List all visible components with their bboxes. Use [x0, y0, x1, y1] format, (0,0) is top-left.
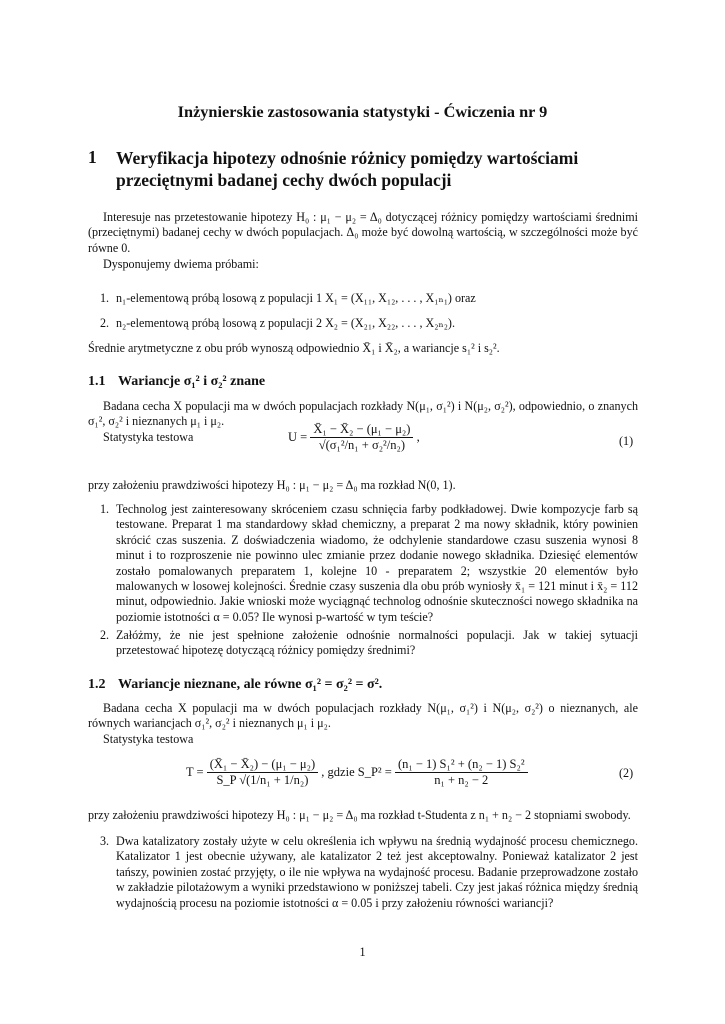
task-text: Technolog jest zainteresowany skróceniem czasu schnięcia farby podkładowej. Dwie kompozycje farb są testowane. Preparat 1 ma standardowy skład chemiczny, a preparat 2 ma nowy składnik, który powinien skrócić czas suszenia. Z doświadczenia wiadomo, że odchylenie standardowe czasu suszenia wynosi 8 minut i to rozproszenie nie powinno ulec zmianie przez dodanie nowego składnika. Dziesięć elementów zostało pomalowanych preparatem 1, kolejne 10 - preparatem 2; wszystkie 20 elementów było malowanych w losowej kolejności. Średnie czasy suszenia dla obu prób wyniosły x̄₁ = 121 minut i x̄₂ = 112 minut, odpowiednio. Jakie wnioski może wyciągnąć technolog odnośnie skuteczności nowego składnika na poziomie istotności α = 0.05? Ile wynosi p-wartość w tym teście? — [116, 502, 638, 624]
subsection-title: Wariancje σ₁² i σ₂² znane — [118, 374, 266, 389]
equation-mid: , gdzie S_P² = — [321, 765, 392, 779]
list-item-number: 2. — [100, 316, 110, 330]
list-item-text: n₂-elementową próbą losową z populacji 2 X₂ = (X₂₁, X₂₂, . . . , X₂ₙ₂). — [116, 316, 455, 330]
list-item-text: n₁-elementową próbą losową z populacji 1 X₁ = (X₁₁, X₁₂, . . . , X₁ₙ₁) oraz — [116, 291, 476, 305]
equation-denominator: n₁ + n₂ − 2 — [395, 772, 528, 788]
equation-2 — [186, 757, 528, 788]
equation-1 — [288, 422, 420, 453]
list-item-number: 1. — [100, 291, 110, 305]
samples-intro: Dysponujemy dwiema próbami: — [103, 257, 259, 271]
intro-paragraph: Interesuje nas przetestowanie hipotezy H₀ : μ₁ − μ₂ = Δ₀ dotyczącej różnicy pomiędzy wartościami średnimi (przeciętnymi) badanej cechy w dwóch populacjach. Δ₀ może być dowolną wartością, w szczególności może być równe 0. — [88, 210, 638, 255]
subsection-number: 1.2 — [88, 677, 106, 692]
equation-number: (2) — [619, 766, 634, 780]
equation-numerator: (X̄₁ − X̄₂) − (μ₁ − μ₂) — [209, 757, 316, 771]
equation-fraction — [395, 757, 528, 788]
equation-lhs: U = — [288, 430, 308, 444]
subsection-heading — [0, 677, 725, 697]
equation-denominator: √(σ₁²/n₁ + σ₂²/n₂) — [310, 437, 413, 453]
stat-label: Statystyka testowa — [103, 732, 194, 746]
subsection-body: Badana cecha X populacji ma w dwóch populacjach rozkłady N(μ₁, σ₁²) i N(μ₂, σ₂²) o nieznanych, ale równych wariancjach σ₁², σ₂² i nieznanych μ₁ i μ₂. — [88, 701, 638, 731]
equation-denominator: S_P √(1/n₁ + 1/n₂) — [207, 772, 318, 788]
subsection-number: 1.1 — [88, 374, 106, 389]
document-title: Inżynierskie zastosowania statystyki - Ćwiczenia nr 9 — [177, 102, 548, 121]
means-paragraph: Średnie arytmetyczne z obu prób wynoszą odpowiednio X̄₁ i X̄₂, a wariancje s₁² i s₂². — [88, 341, 500, 355]
subsection-title: Wariancje nieznane, ale równe σ₁² = σ₂² = σ². — [118, 677, 383, 692]
stat-label: Statystyka testowa — [103, 430, 194, 444]
page-number: 1 — [359, 945, 366, 959]
after-paragraph: przy założeniu prawdziwości hipotezy H₀ : μ₁ − μ₂ = Δ₀ ma rozkład t-Studenta z n₁ + n₂ − 2 stopniami swobody. — [88, 808, 631, 822]
task-number: 1. — [100, 502, 110, 516]
subsection-body: Badana cecha X populacji ma w dwóch populacjach rozkłady N(μ₁, σ₁²) i N(μ₂, σ₂²), odpowiednio, o znanych σ₁², σ₂² i nieznanych μ₁ i μ₂. — [88, 399, 638, 429]
task-text: Załóżmy, że nie jest spełnione założenie odnośnie normalności populacji. Jak w takiej sytuacji przetestować hipotezę dotyczącą różnicy pomiędzy średnimi? — [116, 628, 638, 658]
equation-tail: , — [416, 430, 420, 444]
task-number: 3. — [100, 834, 110, 848]
equation-number: (1) — [619, 434, 634, 448]
equation-lhs: T = — [186, 765, 204, 779]
after-paragraph: przy założeniu prawdziwości hipotezy H₀ : μ₁ − μ₂ = Δ₀ ma rozkład N(0, 1). — [88, 478, 456, 492]
subsection-heading — [0, 374, 725, 394]
equation-numerator: X̄₁ − X̄₂ − (μ₁ − μ₂) — [313, 422, 411, 436]
task-number: 2. — [100, 628, 110, 642]
equation-fraction — [207, 757, 318, 788]
section-number: 1 — [88, 147, 97, 167]
section-title: Weryfikacja hipotezy odnośnie różnicy pomiędzy wartościami przeciętnymi badanej cechy dwóch populacji — [116, 148, 579, 190]
task-text: Dwa katalizatory zostały użyte w celu określenia ich wpływu na średnią wydajność procesu chemicznego. Katalizator 1 jest obecnie używany, ale katalizator 2 też jest akceptowalny. Ponieważ katalizator 2 jest tańszy, powinien zostać przyjęty, o ile nie wpływa na wydajność procesu. Badanie przeprowadzone zostało w zakładzie pilotażowym a wyniki przedstawiono w poniższej tabeli. Czy jest jakaś różnica między średnią wydajnością procesu na poziomie istotności α = 0.05 i przy założeniu równości wariancji? — [116, 834, 638, 910]
equation-fraction — [310, 422, 413, 453]
equation-numerator: (n₁ − 1) S₁² + (n₂ − 1) S₂² — [397, 757, 525, 771]
